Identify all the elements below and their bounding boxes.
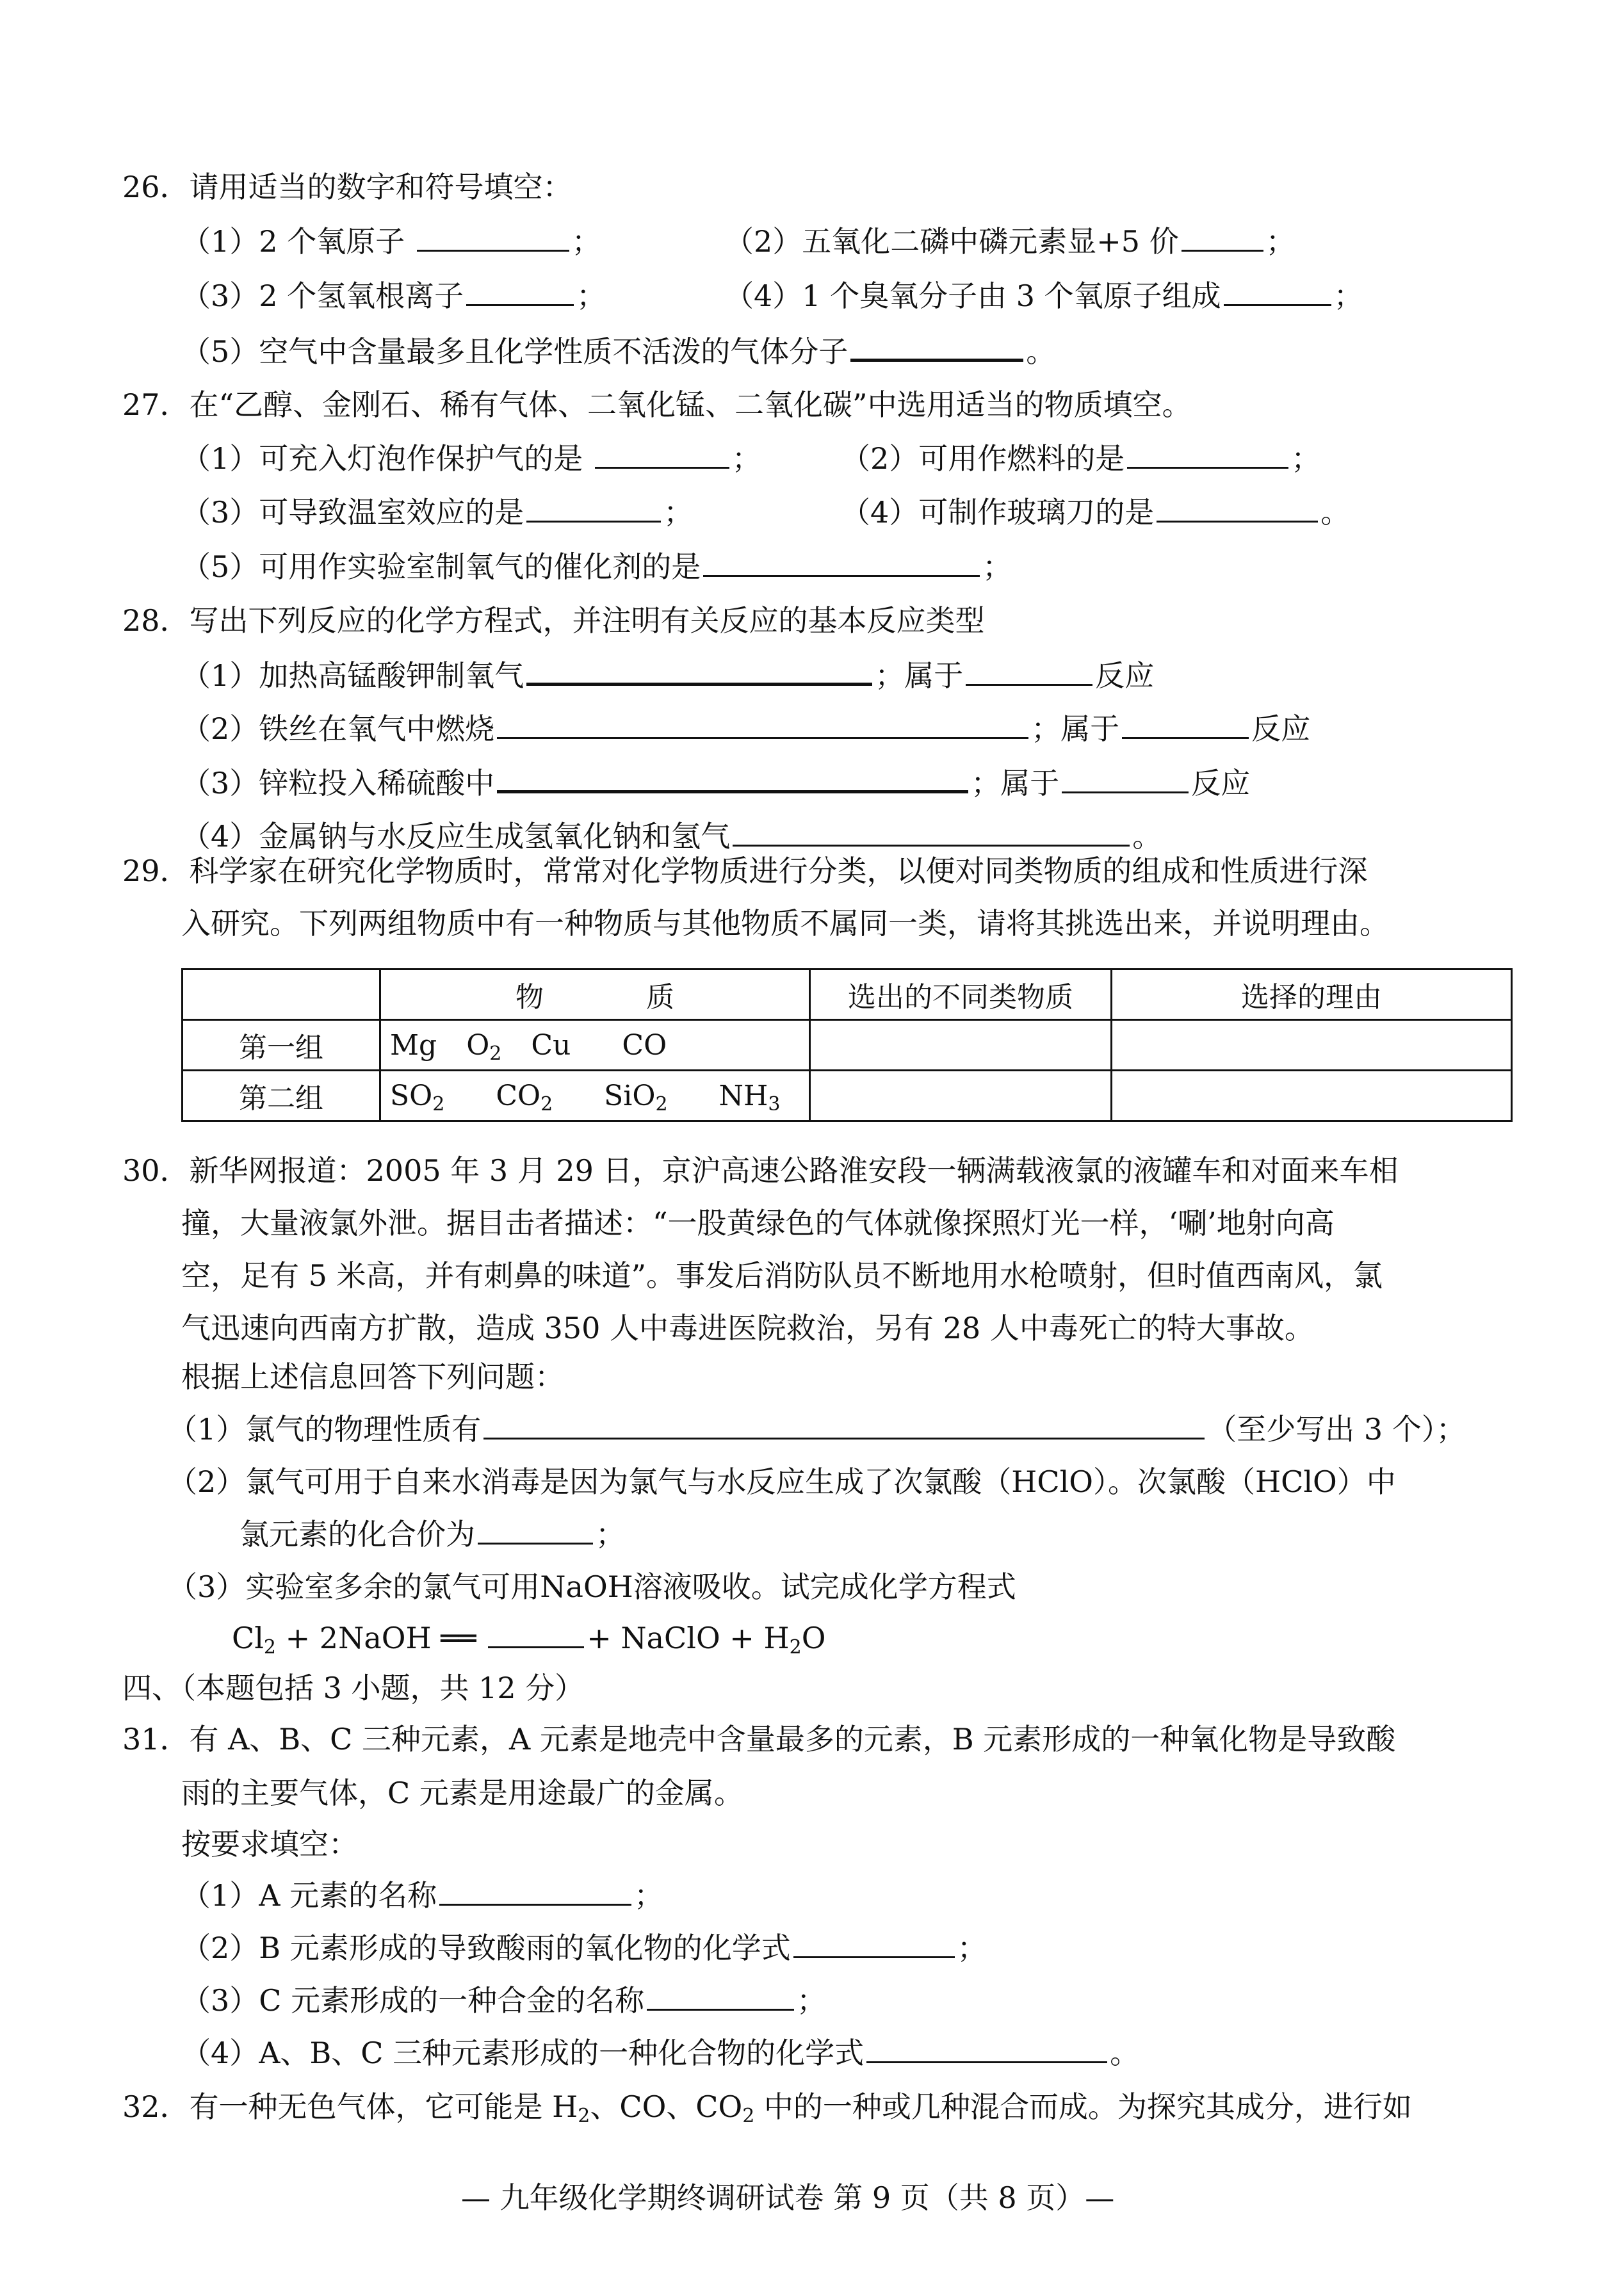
group-substances: Mg $O_2$ Cu CO [380, 1020, 810, 1071]
q32-line-1: 32．有一种无色气体，它可能是 $H_2$、CO、$CO_2$ 中的一种或几种混合而成。为探究其成分，进行如 [122, 2089, 1412, 2127]
q30-item-3: （3）实验室多余的氯气可用NaOH溶液吸收。试完成化学方程式 [168, 1569, 1016, 1604]
answer-blank[interactable] [466, 277, 574, 306]
table-header-reason: 选择的理由 [1112, 969, 1512, 1020]
answer-blank[interactable] [1157, 494, 1318, 523]
answer-blank[interactable] [439, 1877, 631, 1906]
q31-item-4: （4）A、B、C 三种元素形成的一种化合物的化学式 。 [181, 2036, 1140, 2070]
q29-stem-line-2: 入研究。下列两组物质中有一种物质与其他物质不属同一类，请将其挑选出来，并说明理由。 [181, 906, 1389, 941]
answer-blank[interactable] [1122, 710, 1249, 739]
q31-line-3: 按要求填空： [181, 1827, 358, 1861]
answer-blank[interactable] [1062, 765, 1189, 793]
q31-item-1: （1）A 元素的名称 ； [181, 1878, 664, 1913]
answer-blank[interactable] [703, 548, 980, 577]
table-header-pick: 选出的不同类物质 [810, 969, 1112, 1020]
answer-blank[interactable] [417, 223, 569, 252]
answer-cell-pick[interactable] [810, 1020, 1112, 1071]
q26-item-2: （2）五氧化二磷中磷元素显+5 价 ； [724, 224, 1295, 259]
answer-blank[interactable] [497, 763, 968, 793]
answer-blank[interactable] [1224, 277, 1331, 306]
q30-line-4: 气迅速向西南方扩散，造成 350 人中毒进医院救治，另有 28 人中毒死亡的特大事故。 [181, 1311, 1314, 1345]
answer-blank[interactable] [483, 1411, 1205, 1439]
q27-item-3: （3）可导致温室效应的是 ； [181, 495, 694, 530]
q28-item-3: （3）锌粒投入稀硫酸中 ；属于 反应 [181, 763, 1250, 802]
answer-blank[interactable] [488, 1619, 584, 1648]
q26-item-4: （4）1 个臭氧分子由 3 个氧原子组成 ； [724, 279, 1363, 313]
answer-blank[interactable] [733, 818, 1130, 847]
q26-item-1: （1）2 个氧原子 ； [181, 224, 601, 259]
section-heading: 四、（本题包括 3 小题，共 12 分） [122, 1671, 585, 1705]
q28-item-4: （4）金属钠与水反应生成氢氧化钠和氢气 。 [181, 819, 1162, 854]
q31-item-2: （2）B 元素形成的导致酸雨的氧化物的化学式 ； [181, 1931, 987, 1965]
q26-item-5: （5）空气中含量最多且化学性质不活泼的气体分子 。 [181, 332, 1055, 371]
q31-line-1: 31．有 A、B、C 三种元素，A 元素是地壳中含量最多的元素，B 元素形成的一种氧化物是导致酸 [122, 1722, 1396, 1756]
answer-blank[interactable] [1181, 223, 1263, 252]
answer-blank[interactable] [478, 1516, 593, 1545]
chemical-equation: $Cl_2$ + 2NaOH ══ + NaClO + $H_2O$ [232, 1621, 826, 1658]
classification-table [181, 968, 1513, 1122]
q27-item-2: （2）可用作燃料的是 ； [841, 441, 1321, 476]
answer-blank[interactable] [1127, 440, 1288, 469]
answer-cell-pick[interactable] [810, 1071, 1112, 1121]
answer-cell-reason[interactable] [1112, 1020, 1512, 1071]
q27-item-1: （1）可充入灯泡作保护气的是 ； [181, 441, 761, 476]
group-label: 第二组 [183, 1071, 380, 1121]
answer-blank[interactable] [595, 440, 729, 469]
q28-item-2: （2）铁丝在氧气中燃烧 ；属于 反应 [181, 711, 1311, 746]
q30-line-5: 根据上述信息回答下列问题： [181, 1359, 564, 1394]
answer-blank[interactable] [966, 657, 1092, 686]
table-row [183, 1020, 1512, 1071]
q30-item-1: （1）氯气的物理性质有 （至少写出 3 个）； [168, 1412, 1466, 1447]
table-header-substance: 物 质 [380, 969, 810, 1020]
table-row [183, 1071, 1512, 1121]
q26-item-3: （3）2 个氢氧根离子 ； [181, 279, 606, 313]
q28-item-1: （1）加热高锰酸钾制氧气 ；属于 反应 [181, 656, 1154, 695]
q27-item-4: （4）可制作玻璃刀的是 。 [841, 495, 1351, 530]
q30-item-2-line-1: （2）氯气可用于自来水消毒是因为氯气与水反应生成了次氯酸（HClO）。次氯酸（HClO）中 [168, 1464, 1396, 1499]
q30-line-3: 空，足有 5 米高，并有刺鼻的味道”。事发后消防队员不断地用水枪喷射，但时值西南风，氯 [181, 1258, 1383, 1293]
answer-cell-reason[interactable] [1112, 1071, 1512, 1121]
q30-item-2-line-2: 氯元素的化合价为 ； [240, 1517, 625, 1552]
q30-line-1: 30．新华网报道：2005 年 3 月 29 日，京沪高速公路淮安段一辆满载液氯的液罐车和对面来车相 [122, 1153, 1399, 1188]
q31-item-3: （3）C 元素形成的一种合金的名称 ； [181, 1983, 827, 2018]
q31-line-2: 雨的主要气体，C 元素是用途最广的金属。 [181, 1776, 743, 1810]
answer-blank[interactable] [526, 494, 661, 523]
answer-blank[interactable] [497, 710, 1028, 739]
q27-item-5: （5）可用作实验室制氧气的催化剂的是 ； [181, 549, 1012, 584]
answer-blank[interactable] [850, 332, 1023, 362]
answer-blank[interactable] [526, 656, 872, 686]
q29-stem-line-1: 29．科学家在研究化学物质时，常常对化学物质进行分类，以便对同类物质的组成和性质进行深 [122, 854, 1368, 888]
q28-stem: 28．写出下列反应的化学方程式，并注明有关反应的基本反应类型 [122, 603, 985, 638]
q27-stem: 27．在“乙醇、金刚石、稀有气体、二氧化锰、二氧化碳”中选用适当的物质填空。 [122, 387, 1192, 422]
table-header-row [183, 969, 1512, 1020]
table-corner-cell [183, 969, 380, 1020]
answer-blank[interactable] [793, 1929, 955, 1958]
q26-stem: 26．请用适当的数字和符号填空： [122, 170, 572, 204]
group-substances: $SO_2$ $CO_2$ SiO$_2$ $NH_3$ [380, 1071, 810, 1121]
group-label: 第一组 [183, 1020, 380, 1071]
q30-line-2: 撞，大量液氯外泄。据目击者描述：“一股黄绿色的气体就像探照灯光一样，‘唰’地射向高 [181, 1206, 1335, 1240]
answer-blank[interactable] [647, 1982, 794, 2011]
page-footer: — 九年级化学期终调研试卷 第 9 页（共 8 页）— [461, 2180, 1115, 2215]
answer-blank[interactable] [866, 2034, 1107, 2063]
